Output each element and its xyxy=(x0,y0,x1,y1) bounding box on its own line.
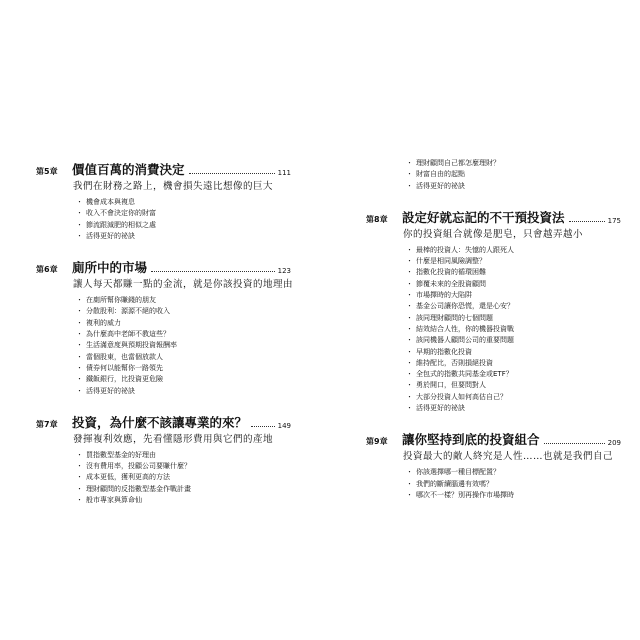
chapter-heading xyxy=(36,411,291,431)
chapter-number: 第7章 xyxy=(36,419,58,429)
bullet-icon: ・ xyxy=(406,170,413,179)
chapter-heading xyxy=(36,158,291,178)
toc-right-column xyxy=(366,158,621,515)
list-item xyxy=(406,313,621,324)
section-title: 最棒的投資人：失憶的人跟死人 xyxy=(416,245,514,254)
list-item xyxy=(406,158,621,169)
list-item xyxy=(406,347,621,358)
bullet-icon: ・ xyxy=(406,245,413,254)
list-item xyxy=(406,380,621,391)
bullet-icon: ・ xyxy=(76,462,83,471)
list-item xyxy=(406,301,621,312)
section-title: 哪次不一樣？別再操作市場擇時 xyxy=(416,490,514,499)
chapter-5 xyxy=(36,158,291,242)
chapter-number: 第9章 xyxy=(366,437,388,447)
bullet-icon: ・ xyxy=(406,490,413,499)
list-item xyxy=(76,374,291,385)
section-title: 勇於開口，但要問對人 xyxy=(416,381,486,390)
section-list xyxy=(406,245,621,414)
section-title: 收入不會決定你的財富 xyxy=(86,209,156,218)
section-title: 為什麼高中老師不教這些？ xyxy=(86,330,170,339)
bullet-icon: ・ xyxy=(406,479,413,488)
bullet-icon: ・ xyxy=(406,370,413,379)
section-title: 機會成本與複息 xyxy=(86,198,135,206)
list-item xyxy=(76,197,291,208)
list-item xyxy=(76,231,291,242)
bullet-icon: ・ xyxy=(76,220,83,229)
list-item xyxy=(406,181,621,192)
section-title: 我們的斷續腦邊有效嗎？ xyxy=(416,479,493,488)
list-item xyxy=(406,245,621,256)
chapter-title: 投資，為什麼不該讓專業的來？ xyxy=(72,414,248,430)
bullet-icon: ・ xyxy=(76,363,83,372)
section-title: 複利的威力 xyxy=(86,318,121,327)
bullet-icon: ・ xyxy=(76,352,83,361)
bullet-icon: ・ xyxy=(406,347,413,356)
bullet-icon: ・ xyxy=(406,358,413,367)
chapter-page: 149 xyxy=(277,421,291,430)
section-title: 節覆未來的全股資顧問 xyxy=(416,279,486,288)
section-title: 你該選擇哪一種目標配置？ xyxy=(416,468,500,477)
list-item xyxy=(406,479,621,490)
list-item xyxy=(406,392,621,403)
list-item xyxy=(76,318,291,329)
list-item xyxy=(76,306,291,317)
section-title: 該同理財顧問的七個問題 xyxy=(416,313,493,322)
bullet-icon: ・ xyxy=(76,341,83,350)
dotted-leader xyxy=(151,271,275,272)
chapter-heading xyxy=(366,428,621,448)
section-title: 全包式的指數共同基金或ETF？ xyxy=(416,370,513,379)
chapter-9 xyxy=(366,428,621,501)
chapter-title: 設定好就忘記的不干預投資法 xyxy=(402,209,565,225)
section-title: 般市專家與算命仙 xyxy=(86,496,142,505)
list-item xyxy=(406,369,621,380)
section-title: 維持配比，否則損絕投資 xyxy=(416,358,493,367)
list-item xyxy=(76,352,291,363)
dotted-leader xyxy=(544,443,605,444)
section-list xyxy=(76,295,291,397)
list-item xyxy=(76,220,291,231)
section-title: 該同機器人顧問公司的重要問題 xyxy=(416,336,514,345)
bullet-icon: ・ xyxy=(406,302,413,311)
list-item xyxy=(406,279,621,290)
section-title: 活得更好的祕訣 xyxy=(416,181,465,190)
bullet-icon: ・ xyxy=(406,268,413,277)
list-item xyxy=(406,169,621,180)
section-title: 市場擇時的大陷阱 xyxy=(416,291,472,300)
section-title: 早期的指數化投資 xyxy=(416,347,472,356)
list-item xyxy=(406,467,621,478)
toc-left-column xyxy=(36,158,294,520)
dotted-leader xyxy=(569,221,605,222)
chapter-page: 111 xyxy=(277,169,291,177)
chapter-page: 175 xyxy=(607,216,621,225)
section-title: 大部分投資人如何高估自己？ xyxy=(416,392,507,401)
section-title: 指數化投資的循環困難 xyxy=(416,268,486,277)
section-title: 活得更好的祕訣 xyxy=(416,404,465,413)
bullet-icon: ・ xyxy=(76,473,83,482)
bullet-icon: ・ xyxy=(76,375,83,384)
list-item xyxy=(76,340,291,351)
bullet-icon: ・ xyxy=(76,484,83,493)
chapter-7 xyxy=(36,411,291,506)
section-title: 理財顧問自己都怎麼理財？ xyxy=(416,159,500,167)
chapter-8 xyxy=(366,206,621,414)
chapter-number: 第6章 xyxy=(36,265,58,275)
section-title: 基金公司讓你恐慌，還是心安？ xyxy=(416,302,514,311)
section-title: 結效結合人性，你的機器投資戰 xyxy=(416,324,514,333)
section-title: 當個股東，也當個放款人 xyxy=(86,352,163,361)
list-item xyxy=(76,329,291,340)
list-item xyxy=(406,290,621,301)
section-title: 分散股利：源源不絕的收入 xyxy=(86,307,170,316)
bullet-icon: ・ xyxy=(76,496,83,505)
section-list xyxy=(76,450,291,506)
chapter-title: 讓你堅持到底的投資組合 xyxy=(402,432,540,448)
bullet-icon: ・ xyxy=(406,159,413,167)
section-title: 鐵飯銀行，比投資更危險 xyxy=(86,375,163,384)
section-title: 活得更好的祕訣 xyxy=(86,386,135,395)
chapter-subtitle: 投資最大的敵人終究是人性……也就是我們自己 xyxy=(403,451,614,463)
list-item xyxy=(406,403,621,414)
bullet-icon: ・ xyxy=(76,296,83,305)
chapter-title: 廁所中的市場 xyxy=(72,260,148,276)
list-item xyxy=(76,363,291,374)
bullet-icon: ・ xyxy=(76,231,83,240)
bullet-icon: ・ xyxy=(406,291,413,300)
list-item xyxy=(406,335,621,346)
bullet-icon: ・ xyxy=(76,330,83,339)
bullet-icon: ・ xyxy=(406,404,413,413)
list-item xyxy=(76,495,291,506)
bullet-icon: ・ xyxy=(406,468,413,477)
dotted-leader xyxy=(189,173,275,174)
list-item xyxy=(76,461,291,472)
dotted-leader xyxy=(251,426,275,427)
list-item xyxy=(76,386,291,397)
chapter-title: 價值百萬的消費決定 xyxy=(72,162,185,177)
chapter-number: 第8章 xyxy=(366,214,388,224)
section-title: 生活滿意度與預期投資報酬率 xyxy=(86,341,177,350)
section-list xyxy=(406,467,621,501)
bullet-icon: ・ xyxy=(406,257,413,266)
list-item xyxy=(76,450,291,461)
list-item xyxy=(76,208,291,219)
bullet-icon: ・ xyxy=(406,279,413,288)
bullet-icon: ・ xyxy=(406,381,413,390)
section-title: 財富自由的起點 xyxy=(416,170,465,179)
list-item xyxy=(76,484,291,495)
list-item xyxy=(76,295,291,306)
section-title: 買指數型基金的好理由 xyxy=(86,450,156,459)
chapter-subtitle: 發揮複利效應，先看懂隱形費用與它們的產地 xyxy=(73,433,274,445)
list-item xyxy=(406,490,621,501)
bullet-icon: ・ xyxy=(406,336,413,345)
list-item xyxy=(406,358,621,369)
list-item xyxy=(76,472,291,483)
bullet-icon: ・ xyxy=(76,450,83,459)
chapter-6 xyxy=(36,256,294,397)
bullet-icon: ・ xyxy=(406,181,413,190)
section-title: 什麼是相同風險調整？ xyxy=(416,257,486,266)
chapter-page: 123 xyxy=(277,267,291,276)
section-title: 在廁所幫你賺錢的朋友 xyxy=(86,296,156,305)
list-item xyxy=(406,256,621,267)
chapter-heading xyxy=(36,256,291,276)
bullet-icon: ・ xyxy=(76,209,83,218)
section-title: 理財顧問的反指數型基金作戰計畫 xyxy=(86,484,191,493)
bullet-icon: ・ xyxy=(76,318,83,327)
list-item xyxy=(406,267,621,278)
chapter-number: 第5章 xyxy=(36,167,58,176)
bullet-icon: ・ xyxy=(76,307,83,316)
section-title: 活得更好的祕訣 xyxy=(86,231,135,240)
section-title: 成本更低，獲利更高的方法 xyxy=(86,473,170,482)
chapter-page: 209 xyxy=(607,439,621,448)
chapter-subtitle: 我們在財務之路上，機會損失遠比想像的巨大 xyxy=(73,181,274,192)
section-title: 債券何以能幫你一路領先 xyxy=(86,363,163,372)
section-list xyxy=(76,197,291,242)
bullet-icon: ・ xyxy=(76,386,83,395)
chapter-subtitle: 你的投資組合就像是肥皂，只會越弄越小 xyxy=(403,228,584,240)
bullet-icon: ・ xyxy=(406,324,413,333)
continued-section-list xyxy=(406,158,621,192)
bullet-icon: ・ xyxy=(406,392,413,401)
chapter-heading xyxy=(366,206,621,226)
chapter-subtitle: 讓人每天都賺一點的金流，就是你該投資的地理由 xyxy=(73,279,294,291)
bullet-icon: ・ xyxy=(406,313,413,322)
bullet-icon: ・ xyxy=(76,198,83,206)
section-title: 節流跟減肥的相似之處 xyxy=(86,220,156,229)
section-title: 沒有費用率，投顧公司要賺什麼？ xyxy=(86,462,191,471)
list-item xyxy=(406,324,621,335)
